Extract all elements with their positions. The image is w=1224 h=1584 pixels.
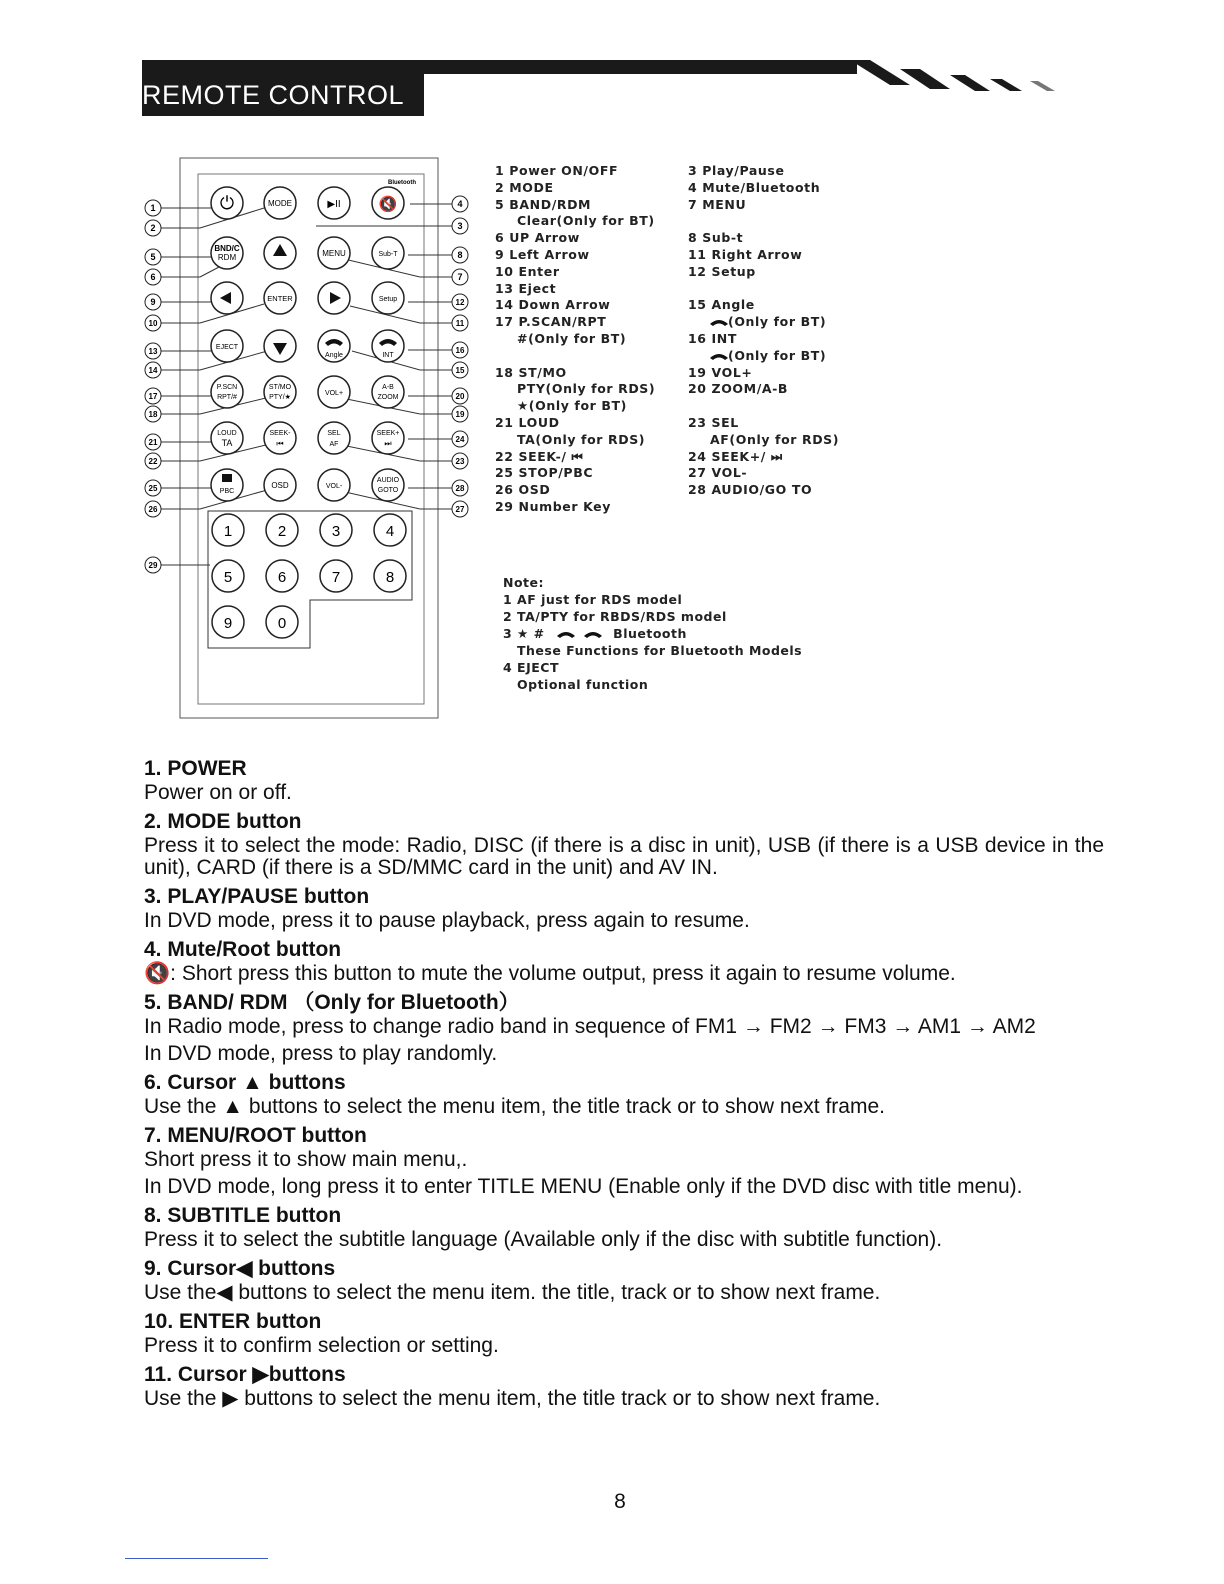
callout-num-12: 12 [455, 298, 465, 307]
section-text: Press it to confirm selection or setting. [144, 1334, 499, 1357]
key-item: 18 ST/MO [495, 364, 567, 380]
ta-label: TA [221, 438, 233, 448]
key-item: 11 Right Arrow [688, 246, 803, 262]
setup-label: Setup [378, 296, 398, 303]
section-text: Use the ▶ buttons to select the menu item, the title track or to show next frame. [144, 1387, 881, 1410]
callout-num-20: 20 [455, 392, 465, 401]
key-item: 25 STOP/PBC [495, 465, 594, 481]
key-item: 13 Eject [495, 280, 557, 296]
callout-num-16: 16 [455, 346, 465, 355]
key-item: 16 INT [688, 330, 737, 346]
button-descriptions [144, 756, 1104, 1415]
key-item-spacer [495, 348, 685, 365]
digit-4-label: 4 [385, 523, 395, 540]
key-item: 14 Down Arrow [495, 297, 611, 313]
note-symbols: 3 ★ # [503, 626, 545, 641]
key-item: 26 OSD [495, 482, 551, 498]
key-item: 27 VOL- [688, 465, 748, 481]
seekp-label: SEEK+ [376, 430, 400, 437]
only-for-bt-label: (Only for BT) [728, 347, 827, 363]
sel-af-button[interactable] [318, 422, 350, 454]
callout-num-19: 19 [455, 410, 465, 419]
key-item-note: #(Only for BT) [517, 330, 627, 346]
eject-label: EJECT [215, 344, 239, 351]
pscn-label: P.SCN [216, 384, 238, 391]
audio-goto-button[interactable] [372, 469, 404, 501]
digit-8-label: 8 [385, 569, 395, 586]
stripe-3 [950, 75, 990, 91]
key-list-column-2 [688, 163, 888, 499]
callout-num-7: 7 [457, 272, 463, 282]
key-item-note [688, 314, 888, 331]
st-mo-button[interactable] [264, 376, 296, 408]
loud-label: LOUD [217, 430, 237, 437]
seekm-label: SEEK- [269, 430, 291, 437]
key-item: 4 Mute/Bluetooth [688, 179, 821, 195]
goto-label: GOTO [377, 487, 399, 494]
header-bar [142, 60, 857, 74]
key-item: 15 Angle [688, 297, 755, 313]
key-item: 28 AUDIO/GO TO [688, 482, 813, 498]
band-label: BND/C [214, 244, 240, 253]
section-text: Press it to select the subtitle language (Available only if the disc with subtitle function). [144, 1228, 943, 1251]
key-item: 19 VOL+ [688, 364, 753, 380]
key-item-spacer [688, 281, 888, 298]
key-item: 6 UP Arrow [495, 230, 580, 246]
seek-minus-button[interactable] [264, 422, 296, 454]
section-text: Short press it to show main menu,. [144, 1148, 468, 1171]
note-line [503, 625, 802, 642]
ab-label: A-B [382, 384, 394, 391]
audio-label: AUDIO [376, 477, 400, 484]
volp-label: VOL+ [324, 390, 344, 397]
callout-num-3: 3 [457, 221, 463, 231]
section-heading: 4. Mute/Root button [144, 938, 342, 961]
key-list-column-1 [495, 163, 685, 516]
digit-5-label: 5 [223, 569, 233, 586]
pty-label: PTY/★ [269, 394, 291, 401]
key-item: 21 LOUD [495, 414, 560, 430]
key-item: 8 Sub-t [688, 230, 744, 246]
digit-9-label: 9 [223, 615, 233, 632]
page-title: REMOTE CONTROL [142, 74, 424, 116]
key-item: 7 MENU [688, 196, 747, 212]
callout-num-23: 23 [455, 457, 465, 466]
note-line: Optional function [517, 677, 649, 692]
section-heading: 9. Cursor◀ buttons [144, 1257, 336, 1280]
callout-num-2: 2 [150, 223, 156, 233]
callout-num-27: 27 [455, 505, 465, 514]
mute-icon: 🔇 [378, 196, 398, 213]
key-item: 23 SEL [688, 414, 739, 430]
callout-num-21: 21 [148, 438, 158, 447]
section-text: In DVD mode, long press it to enter TITLE MENU (Enable only if the DVD disc with title menu). [144, 1175, 1023, 1198]
key-item: 20 ZOOM/A-B [688, 381, 789, 397]
rpt-label: RPT/# [217, 394, 237, 401]
key-item: 22 SEEK-/ ⏮ [495, 448, 584, 464]
stripe-4 [990, 79, 1022, 91]
section-text: 🔇: Short press this button to mute the volume output, press it again to resume volume. [144, 962, 956, 985]
stop-pbc-button[interactable] [211, 469, 243, 501]
callout-num-14: 14 [148, 366, 158, 375]
seek-back-icon: ⏮ [276, 439, 284, 448]
stripe-2 [900, 69, 950, 89]
footnote-rule [125, 1558, 268, 1559]
key-item: 2 MODE [495, 179, 554, 195]
digit-2-label: 2 [277, 523, 287, 540]
callout-num-4: 4 [457, 199, 463, 209]
key-item: 12 Setup [688, 263, 756, 279]
power-icon: ⏻ [219, 193, 235, 213]
callout-num-5: 5 [150, 252, 156, 262]
rdm-label: RDM [217, 253, 237, 262]
volm-label: VOL- [325, 483, 343, 490]
phone-hangup-icon [710, 353, 728, 360]
section-text: Use the◀ buttons to select the menu item. the title, track or to show next frame. [144, 1281, 881, 1304]
seek-forward-icon: ⏭ [384, 439, 392, 448]
callout-num-9: 9 [150, 297, 156, 307]
key-item: 10 Enter [495, 263, 560, 279]
callout-num-18: 18 [148, 410, 158, 419]
digit-6-label: 6 [277, 569, 287, 586]
key-item-note: TA(Only for RDS) [517, 431, 646, 447]
key-item: 29 Number Key [495, 498, 611, 514]
callout-num-26: 26 [148, 505, 158, 514]
stmo-label: ST/MO [268, 384, 292, 391]
note-line: 2 TA/PTY for RBDS/RDS model [503, 609, 727, 624]
key-item-note: Clear(Only for BT) [517, 213, 655, 229]
enter-label: ENTER [267, 294, 293, 303]
callout-num-29: 29 [148, 561, 158, 570]
section-text: In DVD mode, press it to pause playback, press again to resume. [144, 909, 750, 932]
pbc-label: PBC [219, 488, 235, 495]
section-heading: 7. MENU/ROOT button [144, 1124, 367, 1147]
remote-control-diagram [140, 156, 475, 721]
notes-title: Note: [503, 575, 545, 590]
key-item-note: PTY(Only for RDS) [517, 381, 656, 397]
callout-num-13: 13 [148, 347, 158, 356]
note-line: 1 AF just for RDS model [503, 592, 683, 607]
callout-num-1: 1 [150, 203, 156, 213]
section-heading: 5. BAND/ RDM （Only for Bluetooth） [144, 991, 520, 1014]
phone-pickup-icon [557, 631, 575, 638]
callout-num-11: 11 [455, 319, 465, 328]
key-item: 9 Left Arrow [495, 246, 590, 262]
play-pause-icon: ▶II [327, 199, 341, 210]
key-item-note: ★(Only for BT) [517, 398, 627, 414]
note-bluetooth: Bluetooth [613, 626, 687, 641]
callout-num-15: 15 [455, 366, 465, 375]
zoom-ab-button[interactable] [372, 376, 404, 408]
notes-block [503, 574, 802, 693]
section-heading: 3. PLAY/PAUSE button [144, 885, 370, 908]
phone-pickup-icon [710, 319, 728, 326]
section-text: Press it to select the mode: Radio, DISC (if there is a disc in unit), USB (if there is a USB device in the unit), CARD (if there is a SD/MMC card in the unit) and AV IN. [144, 834, 1104, 879]
callout-num-24: 24 [455, 435, 465, 444]
key-item-spacer [688, 398, 888, 415]
section-heading: 10. ENTER button [144, 1310, 322, 1333]
callout-num-17: 17 [148, 392, 158, 401]
callout-num-8: 8 [457, 250, 463, 260]
key-item: 5 BAND/RDM [495, 196, 592, 212]
section-text: In Radio mode, press to change radio band in sequence of FM1 → FM2 → FM3 → AM1 → AM2 [144, 1015, 1036, 1038]
section-heading: 11. Cursor ▶buttons [144, 1363, 346, 1386]
callout-num-28: 28 [455, 484, 465, 493]
key-item-note [688, 348, 888, 365]
osd-label: OSD [271, 481, 289, 490]
note-line: These Functions for Bluetooth Models [517, 643, 803, 658]
digit-1-label: 1 [223, 523, 233, 540]
section-heading: 1. POWER [144, 757, 247, 780]
section-text: Power on or off. [144, 781, 292, 804]
angle-label: Angle [325, 352, 343, 359]
subt-label: Sub-T [378, 251, 398, 258]
seek-plus-button[interactable] [372, 422, 404, 454]
stripe-5 [1030, 81, 1055, 91]
digit-0-label: 0 [277, 615, 287, 632]
digit-7-label: 7 [331, 569, 341, 586]
stripe-1 [850, 60, 910, 85]
key-item: 3 Play/Pause [688, 163, 785, 178]
key-item: 24 SEEK+/ ⏭ [688, 448, 783, 464]
sel-label: SEL [327, 430, 341, 437]
section-text: In DVD mode, press to play randomly. [144, 1042, 498, 1065]
only-for-bt-label: (Only for BT) [728, 314, 827, 330]
section-heading: 2. MODE button [144, 810, 302, 833]
pscan-rpt-button[interactable] [211, 376, 243, 408]
mode-label: MODE [268, 199, 292, 208]
key-item: 1 Power ON/OFF [495, 163, 619, 178]
int-label: INT [382, 352, 394, 359]
callout-num-25: 25 [148, 484, 158, 493]
section-text: Use the ▲ buttons to select the menu item, the title track or to show next frame. [144, 1095, 885, 1118]
section-heading: 6. Cursor ▲ buttons [144, 1071, 346, 1094]
callout-num-6: 6 [150, 272, 156, 282]
header-stripes-decoration [850, 55, 1090, 95]
phone-hangup-icon [584, 631, 602, 638]
digit-3-label: 3 [331, 523, 341, 540]
section-heading: 8. SUBTITLE button [144, 1204, 342, 1227]
menu-label: MENU [322, 249, 346, 258]
bluetooth-label: Bluetooth [388, 180, 416, 186]
note-line: 4 EJECT [503, 660, 559, 675]
page-number: 8 [614, 1490, 626, 1513]
key-item: 17 P.SCAN/RPT [495, 314, 607, 330]
callout-num-10: 10 [148, 319, 158, 328]
zoom-label: ZOOM [377, 394, 399, 401]
callout-num-22: 22 [148, 457, 158, 466]
stop-icon [222, 474, 232, 482]
key-item-spacer [688, 213, 888, 230]
key-item-note: AF(Only for RDS) [710, 431, 840, 447]
af-label: AF [329, 441, 339, 448]
